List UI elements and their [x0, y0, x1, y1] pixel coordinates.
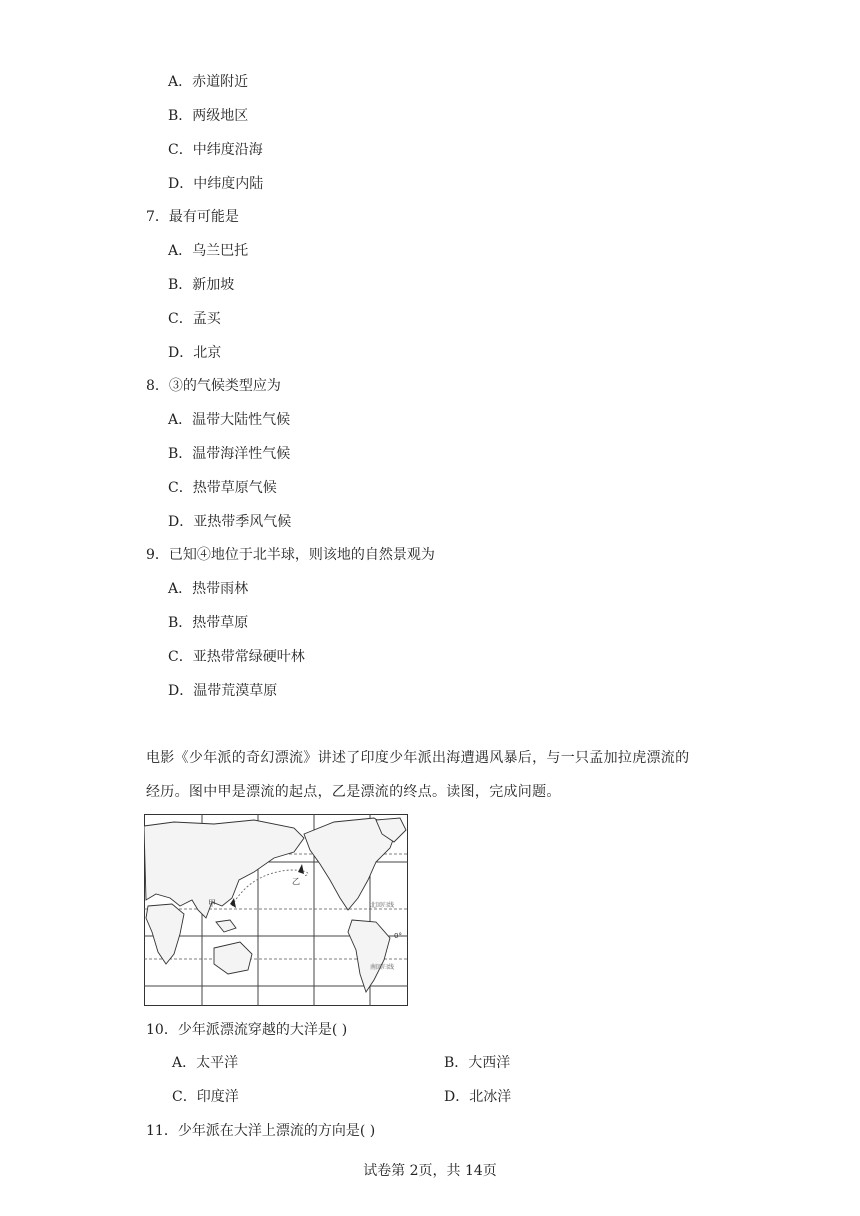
q7-option-a: A．乌兰巴托	[168, 243, 249, 259]
passage-line-1: 电影《少年派的奇幻漂流》讲述了印度少年派出海遭遇风暴后，与一只孟加拉虎漂流的	[146, 750, 690, 766]
q10-option-d: D．北冰洋	[444, 1089, 512, 1105]
q8-option-a: A．温带大陆性气候	[168, 412, 291, 428]
q9-option-c: C．亚热带常绿硬叶林	[168, 649, 305, 665]
map-label-end: 乙	[292, 877, 300, 886]
q9-stem: 9．已知④地位于北半球，则该地的自然景观为	[146, 547, 435, 563]
map-label-equator: 0°	[394, 932, 402, 940]
q7-option-b: B．新加坡	[168, 277, 235, 293]
q7-option-d: D．北京	[168, 345, 222, 361]
map-label-tropic-cancer: 北回归线	[370, 902, 395, 909]
q9-option-d: D．温带荒漠草原	[168, 683, 278, 699]
q7-stem: 7．最有可能是	[146, 209, 239, 225]
q6-option-b: B．两级地区	[168, 108, 249, 124]
passage-line-2: 经历。图中甲是漂流的起点，乙是漂流的终点。读图，完成问题。	[146, 784, 561, 800]
q6-option-c: C．中纬度沿海	[168, 142, 263, 158]
q10-option-b: B．大西洋	[444, 1055, 511, 1071]
map-label-start: 甲	[208, 899, 216, 908]
q8-stem: 8．③的气候类型应为	[146, 378, 281, 394]
q11-stem: 11．少年派在大洋上漂流的方向是( )	[146, 1123, 376, 1139]
q10-option-a: A．太平洋	[172, 1055, 239, 1071]
q8-option-c: C．热带草原气候	[168, 480, 277, 496]
q8-option-d: D．亚热带季风气候	[168, 514, 292, 530]
q8-option-b: B．温带海洋性气候	[168, 446, 291, 462]
q9-option-a: A．热带雨林	[168, 581, 249, 597]
q6-option-a: A．赤道附近	[168, 74, 249, 90]
q10-stem: 10．少年派漂流穿越的大洋是( )	[146, 1022, 348, 1038]
page-footer: 试卷第 2页，共 14页	[363, 1163, 497, 1179]
q9-option-b: B．热带草原	[168, 615, 249, 631]
q10-option-c: C．印度洋	[172, 1089, 239, 1105]
world-map-figure	[144, 814, 408, 1006]
q6-option-d: D．中纬度内陆	[168, 176, 264, 192]
map-label-tropic-capricorn: 南回归线	[370, 964, 395, 971]
q7-option-c: C．孟买	[168, 311, 221, 327]
